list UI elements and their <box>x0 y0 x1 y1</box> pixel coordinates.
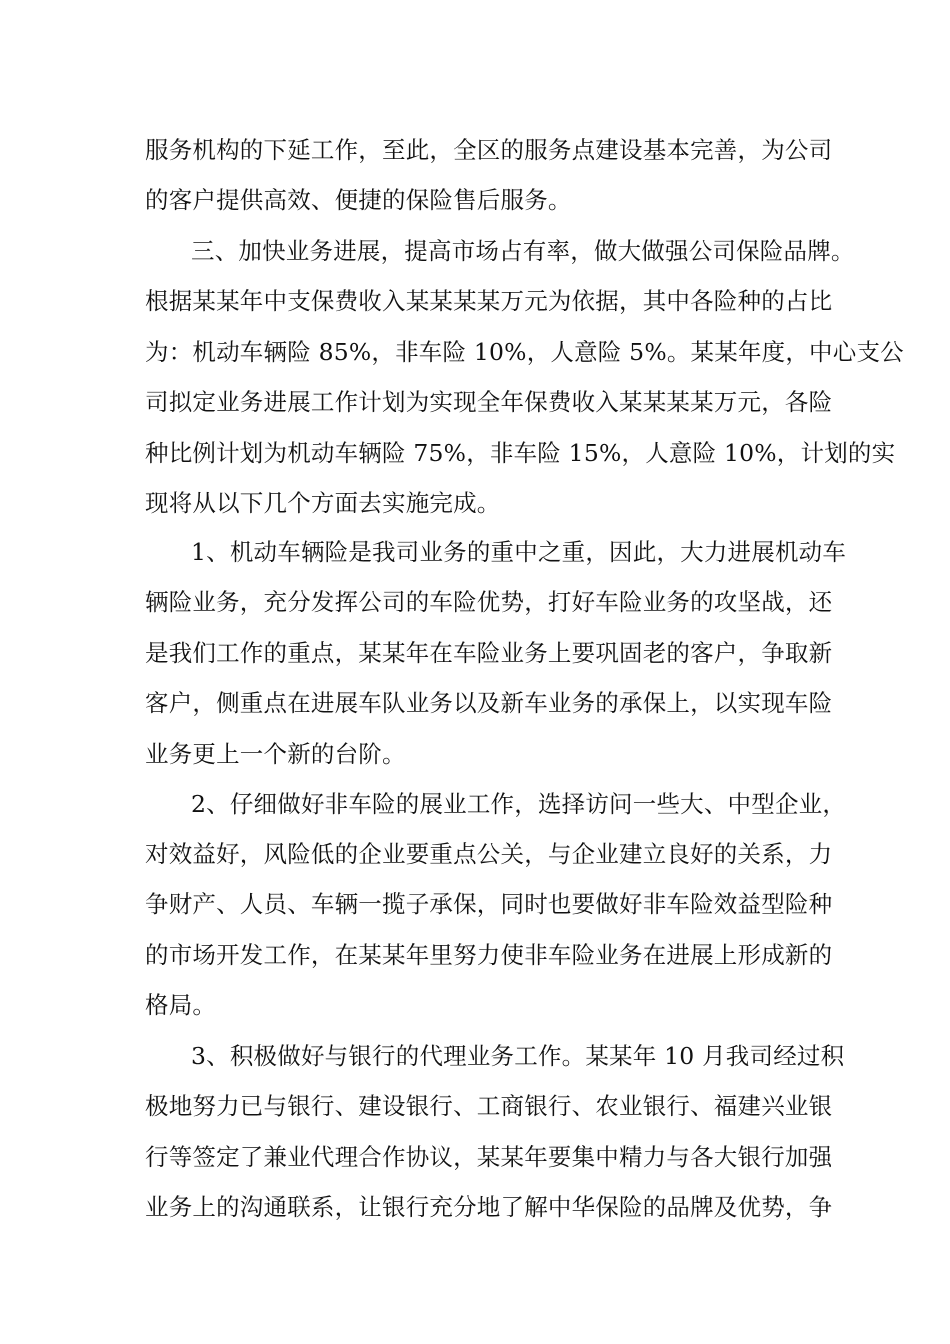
text-line: 对效益好，风险低的企业要重点公关，与企业建立良好的关系，力 <box>145 840 833 868</box>
text-line: 为：机动车辆险 85%，非车险 10%，人意险 5%。某某年度，中心支公 <box>145 338 904 366</box>
text-line: 1、机动车辆险是我司业务的重中之重，因此，大力进展机动车 <box>191 538 847 566</box>
text-line: 辆险业务，充分发挥公司的车险优势，打好车险业务的攻坚战，还 <box>145 588 833 616</box>
text-line: 服务机构的下延工作，至此，全区的服务点建设基本完善，为公司 <box>145 136 833 164</box>
text-line: 种比例计划为机动车辆险 75%，非车险 15%，人意险 10%，计划的实 <box>145 439 896 467</box>
text-line: 的市场开发工作，在某某年里努力使非车险业务在进展上形成新的 <box>145 941 833 969</box>
text-line: 格局。 <box>145 991 217 1019</box>
text-line: 3、积极做好与银行的代理业务工作。某某年 10 月我司经过积 <box>191 1042 845 1070</box>
text-line: 的客户提供高效、便捷的保险售后服务。 <box>145 186 572 214</box>
text-line: 司拟定业务进展工作计划为实现全年保费收入某某某某万元，各险 <box>145 388 833 416</box>
text-line: 客户，侧重点在进展车队业务以及新车业务的承保上，以实现车险 <box>145 689 833 717</box>
text-line: 行等签定了兼业代理合作协议，某某年要集中精力与各大银行加强 <box>145 1143 833 1171</box>
section-heading: 三、加快业务进展，提高市场占有率，做大做强公司保险品牌。 <box>191 237 855 265</box>
text-line: 2、仔细做好非车险的展业工作，选择访问一些大、中型企业， <box>191 790 847 818</box>
text-line: 极地努力已与银行、建设银行、工商银行、农业银行、福建兴业银 <box>145 1092 833 1120</box>
text-line: 业务更上一个新的台阶。 <box>145 740 406 768</box>
text-line: 现将从以下几个方面去实施完成。 <box>145 489 501 517</box>
text-line: 业务上的沟通联系，让银行充分地了解中华保险的品牌及优势，争 <box>145 1193 833 1221</box>
text-line: 是我们工作的重点，某某年在车险业务上要巩固老的客户，争取新 <box>145 639 833 667</box>
text-line: 根据某某年中支保费收入某某某某万元为依据，其中各险种的占比 <box>145 287 833 315</box>
text-line: 争财产、人员、车辆一揽子承保，同时也要做好非车险效益型险种 <box>145 890 833 918</box>
